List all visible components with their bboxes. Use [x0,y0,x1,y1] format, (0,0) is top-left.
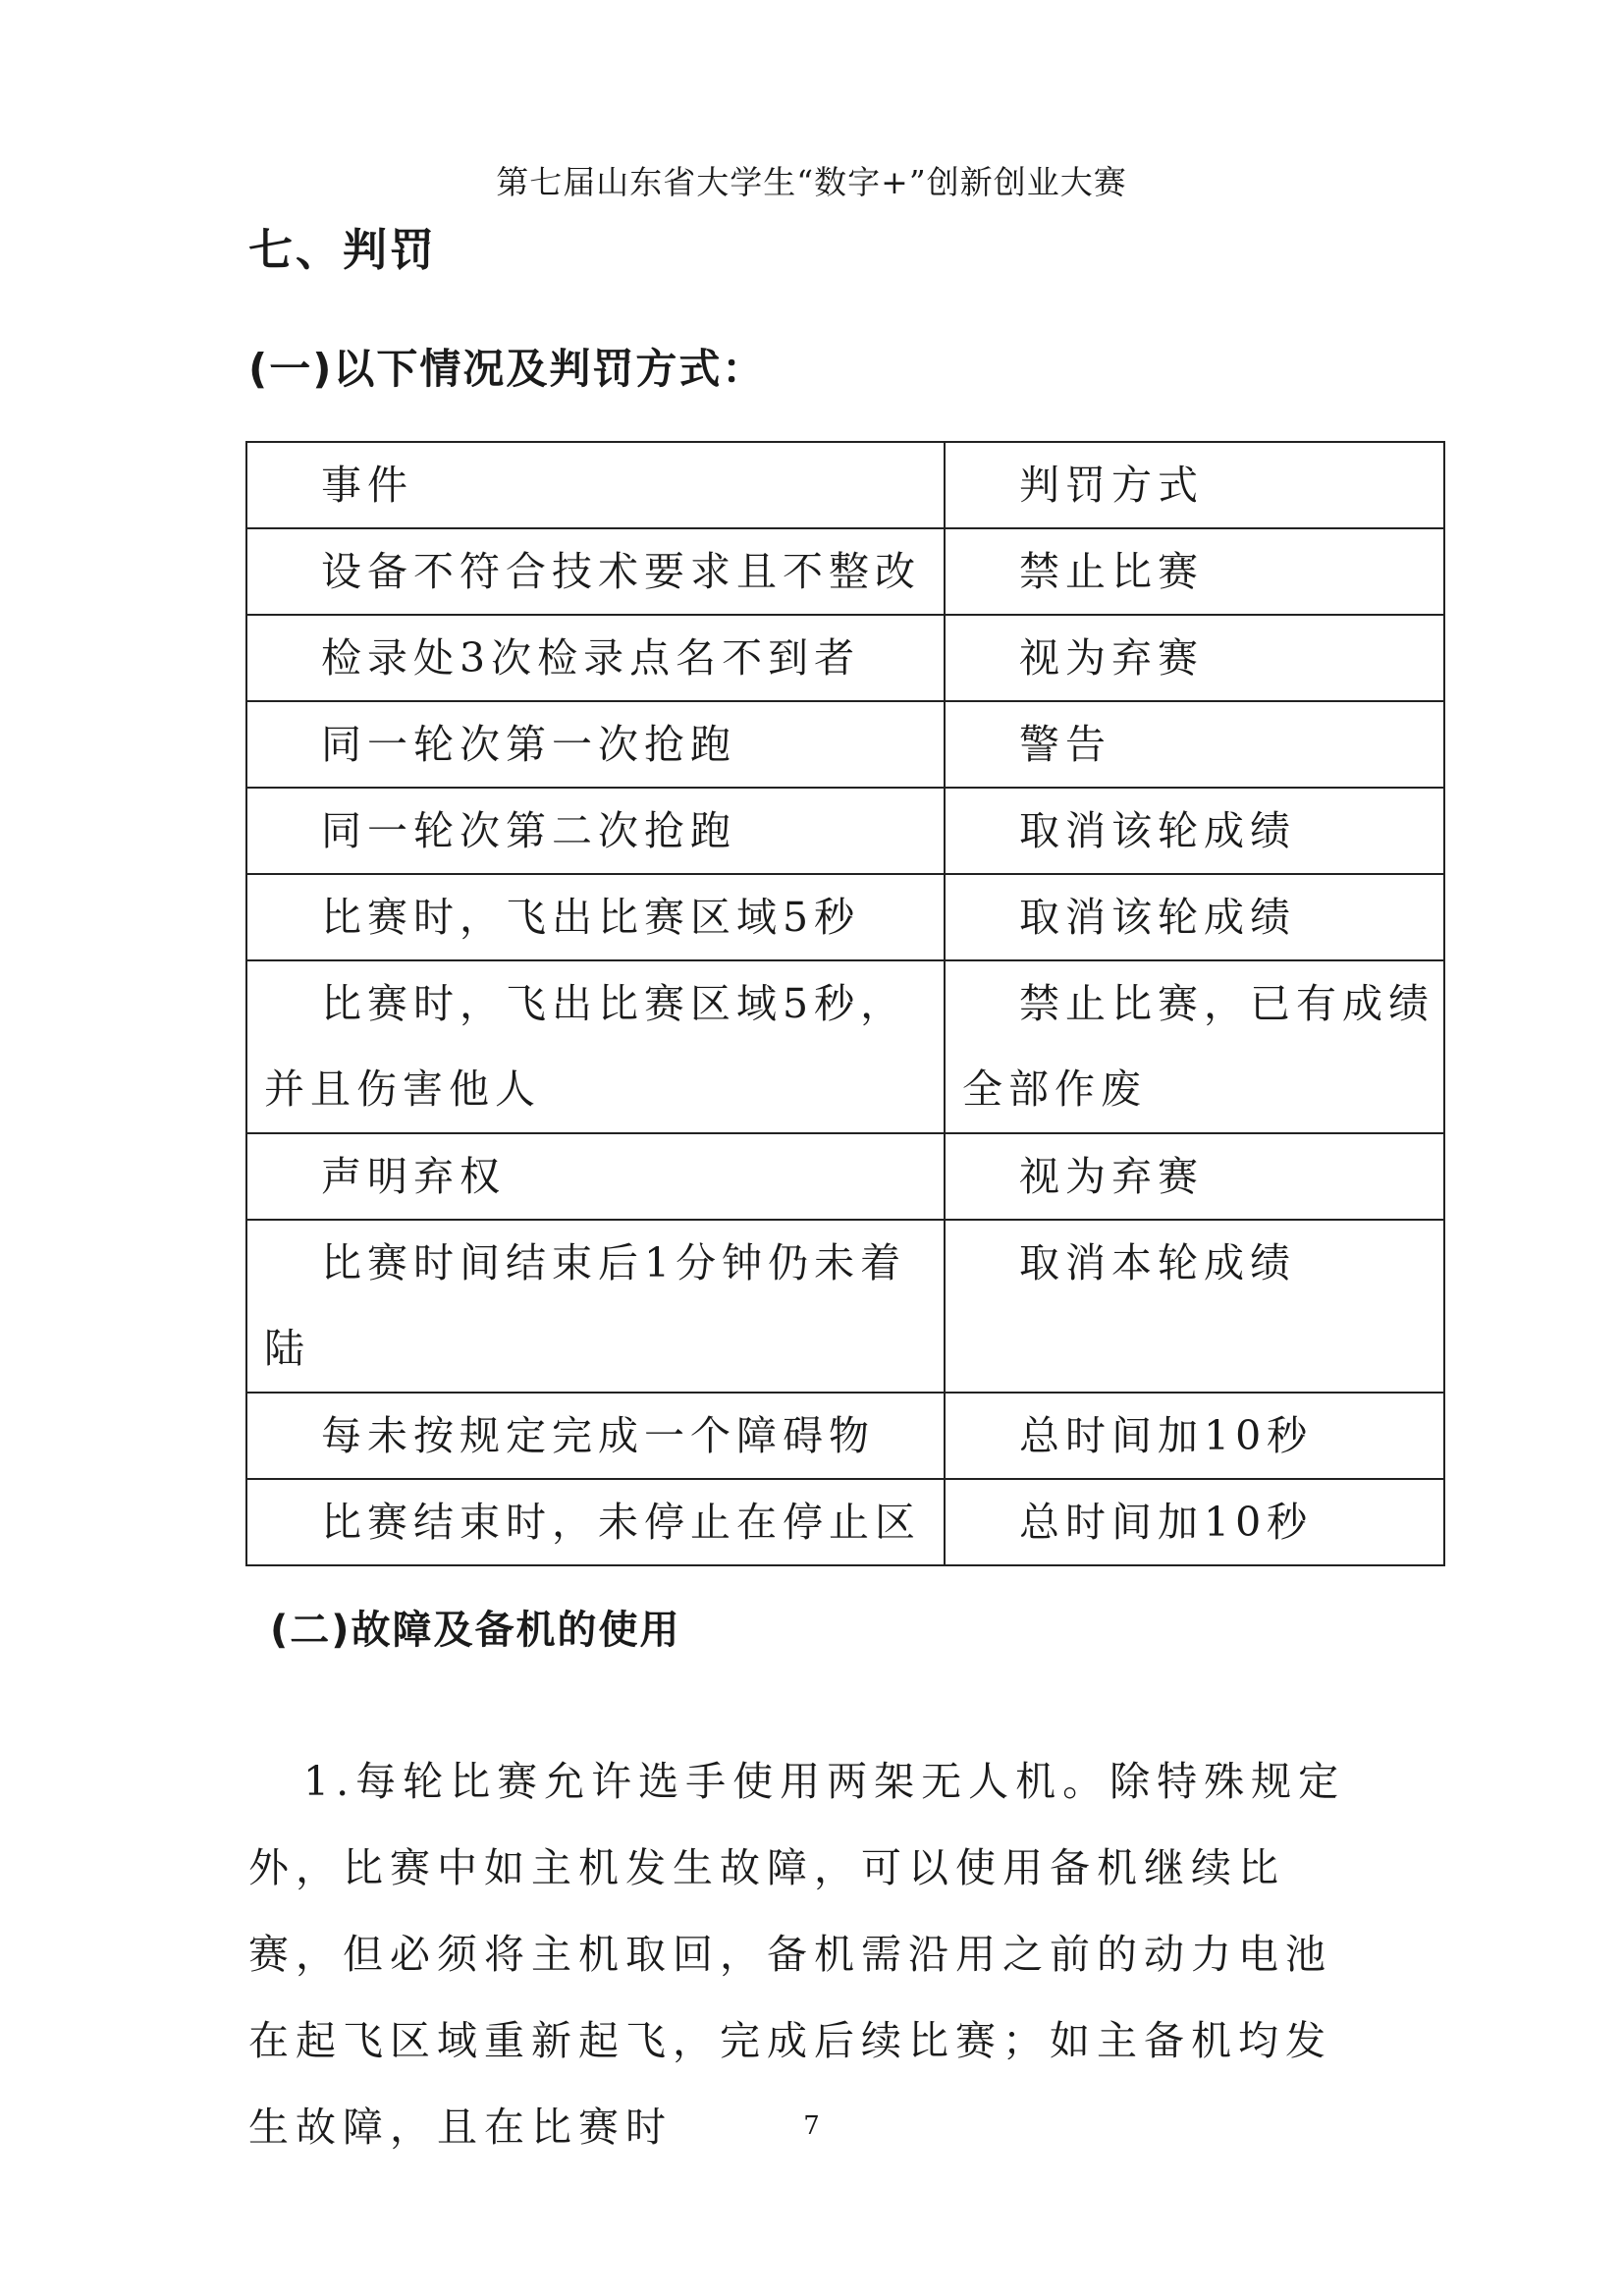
body-paragraph: 1.每轮比赛允许选手使用两架无人机。除特殊规定外，比赛中如主机发生故障，可以使用备机继续比赛，但必须将主机取回，备机需沿用之前的动力电池在起飞区域重新起飞，完成后续比赛；如主备机均发生故障，且在比赛时 [248,1758,1346,2151]
penalty-cell: 警告 [945,701,1444,788]
table-row [246,528,1444,615]
event-cell: 比赛时，飞出比赛区域5秒 [246,874,945,960]
event-cell: 比赛时，飞出比赛区域5秒，并且伤害他人 [246,960,945,1133]
event-cell: 比赛结束时，未停止在停止区 [246,1479,945,1565]
penalty-cell: 取消该轮成绩 [945,874,1444,960]
penalty-cell: 取消本轮成绩 [945,1220,1444,1393]
section-title: 七、判罚 [248,224,438,276]
header-cell-penalty: 判罚方式 [945,442,1444,528]
table-row [246,701,1444,788]
page-header: 第七届山东省大学生“数字+”创新创业大赛 [496,163,1127,201]
event-cell: 声明弃权 [246,1133,945,1220]
table-row [246,1479,1444,1565]
table-row [246,1220,1444,1393]
penalty-cell: 总时间加10秒 [945,1393,1444,1479]
table-row [246,960,1444,1133]
subsection-title-penalties: (一)以下情况及判罚方式： [248,345,766,393]
event-cell: 比赛时间结束后1分钟仍未着陆 [246,1220,945,1393]
table-row [246,788,1444,874]
penalty-cell: 总时间加10秒 [945,1479,1444,1565]
penalty-table [245,441,1445,1566]
table-header-row [246,442,1444,528]
table-row [246,874,1444,960]
penalty-cell: 取消该轮成绩 [945,788,1444,874]
event-cell: 同一轮次第一次抢跑 [246,701,945,788]
event-cell: 设备不符合技术要求且不整改 [246,528,945,615]
subsection-title-backup: (二)故障及备机的使用 [270,1608,681,1653]
penalty-cell: 视为弃赛 [945,1133,1444,1220]
penalty-cell: 禁止比赛，已有成绩全部作废 [945,960,1444,1133]
table-row [246,1133,1444,1220]
event-cell: 检录处3次检录点名不到者 [246,615,945,701]
table-row [246,1393,1444,1479]
header-cell-event: 事件 [246,442,945,528]
penalty-cell: 禁止比赛 [945,528,1444,615]
event-cell: 同一轮次第二次抢跑 [246,788,945,874]
event-cell: 每未按规定完成一个障碍物 [246,1393,945,1479]
penalty-cell: 视为弃赛 [945,615,1444,701]
table-row [246,615,1444,701]
page-number: 7 [803,2111,820,2141]
